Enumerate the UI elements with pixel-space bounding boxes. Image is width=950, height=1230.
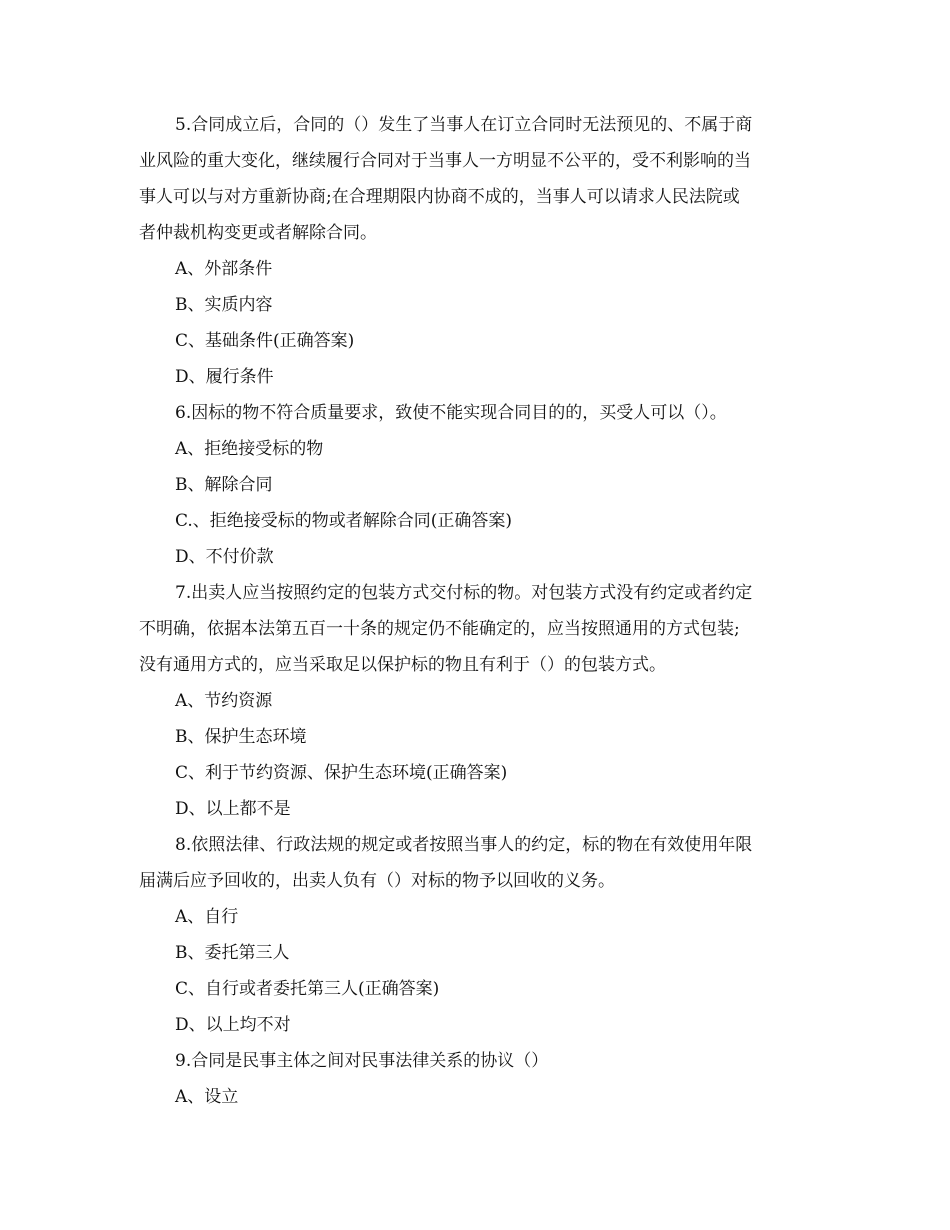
question-8-option-d: D、以上均不对 — [175, 1015, 291, 1035]
question-7-option-a: A、节约资源 — [175, 691, 273, 711]
question-7-stem-line-1: 7.出卖人应当按照约定的包装方式交付标的物。对包装方式没有约定或者约定 — [175, 583, 753, 603]
question-5-option-c: C、基础条件(正确答案) — [175, 331, 355, 351]
question-9-stem-line-1: 9.合同是民事主体之间对民事法律关系的协议（） — [175, 1051, 549, 1071]
question-6-option-b: B、解除合同 — [175, 475, 273, 495]
question-7-option-b: B、保护生态环境 — [175, 727, 307, 747]
question-8-stem-line-1: 8.依照法律、行政法规的规定或者按照当事人的约定，标的物在有效使用年限 — [175, 835, 753, 855]
question-7-option-d: D、以上都不是 — [175, 799, 291, 819]
question-8-option-b: B、委托第三人 — [175, 943, 290, 963]
question-6-stem-line-1: 6.因标的物不符合质量要求，致使不能实现合同目的的，买受人可以（）。 — [175, 403, 727, 423]
question-7-option-c: C、利于节约资源、保护生态环境(正确答案) — [175, 763, 508, 783]
question-5-stem-line-3: 事人可以与对方重新协商;在合理期限内协商不成的，当事人可以请求人民法院或 — [139, 187, 740, 207]
question-6-option-d: D、不付价款 — [175, 547, 274, 567]
question-8-option-c: C、自行或者委托第三人(正确答案) — [175, 979, 440, 999]
question-9-option-a: A、设立 — [175, 1087, 239, 1107]
question-5-option-b: B、实质内容 — [175, 295, 273, 315]
question-5-option-a: A、外部条件 — [175, 259, 273, 279]
question-5-stem-line-4: 者仲裁机构变更或者解除合同。 — [139, 223, 377, 243]
question-5-stem-line-2: 业风险的重大变化，继续履行合同对于当事人一方明显不公平的，受不利影响的当 — [139, 151, 751, 171]
question-5-stem-line-1: 5.合同成立后，合同的（）发生了当事人在订立合同时无法预见的、不属于商 — [175, 115, 753, 135]
question-list — [139, 107, 815, 1115]
question-6-option-a: A、拒绝接受标的物 — [175, 439, 324, 459]
question-7-stem-line-3: 没有通用方式的，应当采取足以保护标的物且有利于（）的包装方式。 — [139, 655, 666, 675]
question-6-option-c: C.、拒绝接受标的物或者解除合同(正确答案) — [175, 511, 513, 531]
question-5-option-d: D、履行条件 — [175, 367, 274, 387]
question-7-stem-line-2: 不明确，依据本法第五百一十条的规定仍不能确定的，应当按照通用的方式包装; — [139, 619, 740, 639]
question-8-stem-line-2: 届满后应予回收的，出卖人负有（）对标的物予以回收的义务。 — [139, 871, 615, 891]
question-8-option-a: A、自行 — [175, 907, 239, 927]
